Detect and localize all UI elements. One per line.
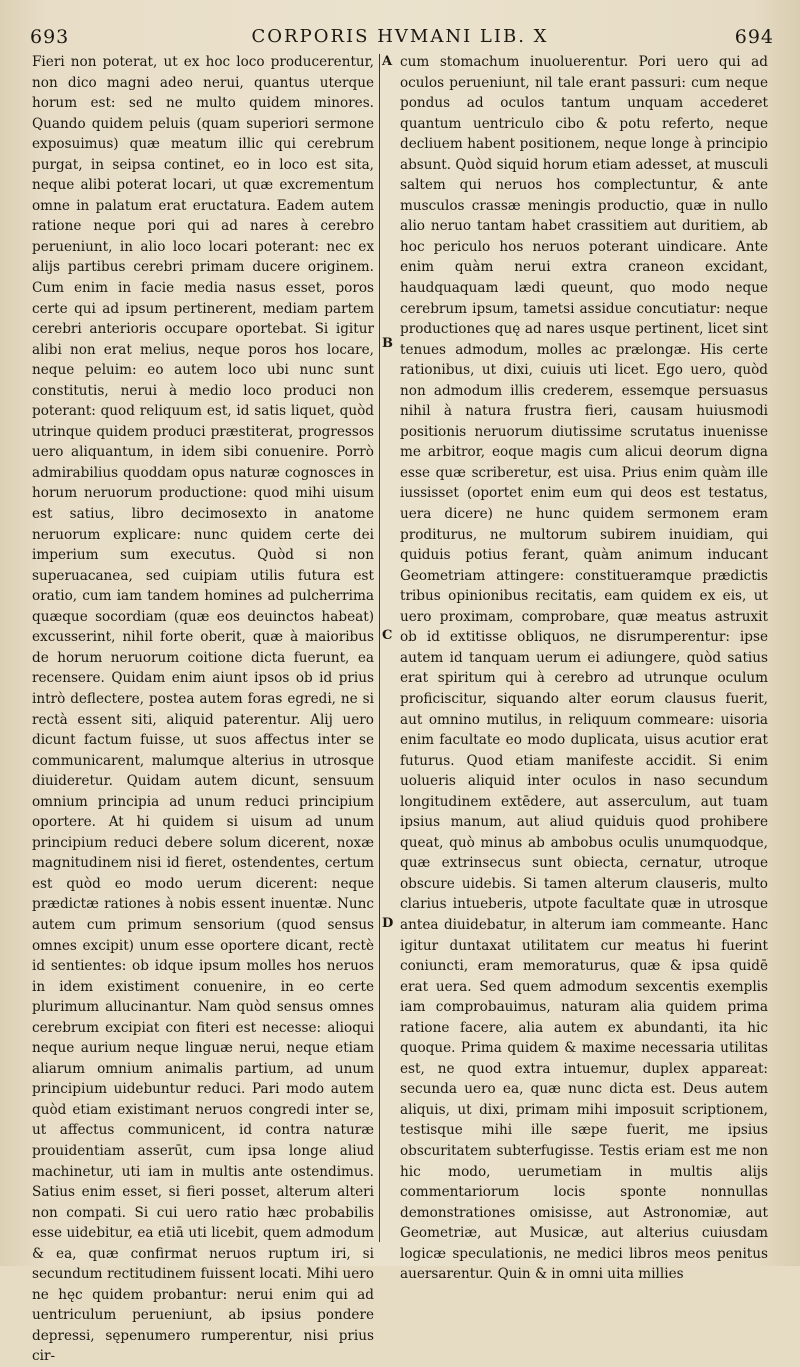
page-number-right: 694 bbox=[734, 26, 774, 48]
column-divider bbox=[379, 54, 380, 1242]
margin-marker-a: A bbox=[382, 54, 393, 69]
margin-marker-d: D bbox=[382, 916, 394, 931]
right-column-text: cum stomachum inuoluerentur. Pori uero qui ad oculos perueniunt, nil tale erant passuri: cum neque pondus ad oculos tantum unquam accederet quantum uentriculo cibo & potu referto, neque decliuem habent positionem, neque longe à principio absunt. Quòd siquid horum etiam adesset, at musculi saltem qui neruos hos complectuntur, & ante musculos crassæ meningis productio, quæ in nullo alio neruo tantam habet crassitiem aut duritiem, ab hoc periculo hos neruos poterant uindicare. Ante enim quàm nerui extra craneon excidant, haudquaquam lædi queunt, quo modo neque cerebrum ipsum, tametsi assidue concutiatur: neque productiones quę ad nares usque pertinent, licet sint tenues admodum, molles ac prælongæ. His certe rationibus, ut dixi, cuiuis uti licet. Ego uero, quòd non admodum illis crederem, essemque persuasus nihil à natura frustra fieri, causam huiusmodi positionis neruorum diutissime scrutatus inuenisse me arbitror, eoque magis cum alicui deorum digna esse quæ scriberetur, est uisa. Prius enim quàm ille iussisset (oportet enim eum qui deos est testatus, uera dicere) ne hunc quidem sermonem eram proditurus, ne multorum subirem inuidiam, qui quiduis potius ferant, quàm animum inducant Geometriam attingere: constitueramque prædictis tribus opinionibus recitatis, eam quidem ex eis, ut uero proximam, comprobare, quæ meatus astruxit ob id extitisse obliquos, ne disrumperentur: ipse autem id tanquam uerum ei adiungere, quòd satius erat spiritum qui à cerebro ad utrunque oculum proficiscitur, siquando alter eorum clausus fuerit, aut omnino mutilus, in reliquum commeare: uisoria enim facultate eo modo duplicata, uisus acutior erat futurus. Quod etiam manifeste accidit. Si enim uolueris aliquid inter oculos in naso secundum longitudinem extēdere, aut asserculum, aut tuam ipsius manum, aut aliud quiduis quod prohibere queat, quò minus ab ambobus oculis unumquodque, quæ extrinsecus sunt obiecta, cernatur, utroque obscure uidebis. Si tamen alterum clauseris, multo clarius intueberis, utpote facultate quæ in utrosque antea diuidebatur, in alterum iam commeante. Hanc igitur duntaxat utilitatem cur meatus hi fuerint coniuncti, eram memoraturus, quæ & ipsa quidē erat uera. Sed quem admodum sexcentis exemplis iam comprobauimus, naturam alia quidem prima ratione facere, alia autem ex abundanti, ita hic quoque. Prima quidem & maxime necessaria utilitas est, ne quod extra intuemur, duplex appareat: secunda uero ea, quæ nunc dicta est. Deus autem aliquis, ut dixi, primam mihi imposuit scriptionem, testisque mihi ille sæpe fuerit, me ipsius obscuritatem subterfugisse. Testis eriam est me non hic modo, uerumetiam in multis alijs commentariorum locis sponte nonnullas demonstrationes omisisse, aut Astronomiæ, aut Geometriæ, aut Musicæ, aut alterius cuiusdam logicæ speculationis, ne medici libros meos penitus auersarentur. Quin & in omni uita millies bbox=[400, 54, 768, 1283]
margin-marker-b: B bbox=[382, 336, 393, 351]
text-column-right bbox=[400, 52, 768, 1283]
page-number-left: 693 bbox=[30, 26, 70, 48]
running-title: CORPORIS HVMANI LIB. X bbox=[251, 26, 549, 47]
left-column-text: Fieri non poterat, ut ex hoc loco producerentur, non dico magni adeo nerui, quantus uterque horum est: sed ne multo quidem minores. Quando quidem peluis (quam superiori sermone exposuimus) quæ meatum illic qui cerebrum purgat, in seipsa continet, eo in loco est sita, neque alibi poterat locari, ut quæ excrementum omne in palatum erat eructatura. Eadem autem ratione neque pori qui ad nares à cerebro perueniunt, in alio loco locari poterant: nec ex alijs partibus cerebri primam ducere originem. Cum enim in facie media nasus esset, poros certe qui ad ipsum pertinerent, mediam partem cerebri anterioris occupare oportebat. Si igitur alibi non erat melius, neque poros hos locare, neque peluim: eo autem loco ubi nunc sunt constitutis, nerui à medio loco produci non poterant: quod reliquum est, id satis liquet, quòd utrinque quidem produci præstiterat, progressos uero aliquantum, in idem sibi conuenire. Porrò admirabilius quoddam opus naturæ cognosces in horum neruorum productione: quod mihi uisum est satius, libro decimosexto in anatome neruorum explicare: nunc quidem certe dei imperium sum executus. Quòd si non superuacanea, sed cuipiam utilis futura est oratio, cum iam tandem homines ad pulcherrima quæque socordiam (quæ eos deuinctos habeat) excusserint, nihil forte oberit, quæ à maioribus de horum neruorum coitione dicta fuerunt, ea recensere. Quidam enim aiunt ipsos ob id prius intrò deflectere, postea autem foras egredi, ne si rectà essent siti, aliquid paterentur. Alij uero dicunt factum fuisse, ut suos affectus inter se communicarent, malumque alterius in utrosque diuideretur. Quidam autem dicunt, sensuum omnium principia ad unum reduci principium oportere. At hi quidem si uisum ad unum principium reduci debere solum dicerent, noxæ magnitudinem nisi id fieret, ostendentes, certum est quòd eo modo uerum dicerent: neque prædictæ rationes à nobis essent inuentæ. Nunc autem cum primum sensorium (quod sensus omnes excipit) unum esse oportere dicant, rectè id sentientes: ob idque ipsum molles hos neruos in idem existiment conuenire, in eo certe plurimum allucinantur. Nam quòd sensus omnes cerebrum excipiat con fiteri est necesse: alioqui neque aurium neque linguæ nerui, neque etiam aliarum omnium animalis partium, ad unum principium uidebuntur reduci. Pari modo autem quòd etiam existimant neruos congredi inter se, ut affectus communicent, id contra naturæ prouidentiam asserūt, cum ipsa longe aliud machinetur, uti iam in multis ante ostendimus. Satius enim esset, si fieri posset, alterum alteri non compati. Si cui uero ratio hæc probabilis esse uidebitur, ea etiā uti licebit, quem admodum & ea, quæ confirmat neruos ruptum iri, si secundum rectitudinem fuissent locati. Mihi uero ne hęc quidem probantur: nerui enim qui ad uentriculum perueniunt, ab ipsius pondere depressi, sępenumero rumperentur, nisi prius cir- bbox=[32, 54, 374, 1365]
margin-marker-c: C bbox=[382, 628, 393, 643]
page-header bbox=[0, 22, 800, 52]
text-column-left bbox=[32, 52, 374, 1365]
